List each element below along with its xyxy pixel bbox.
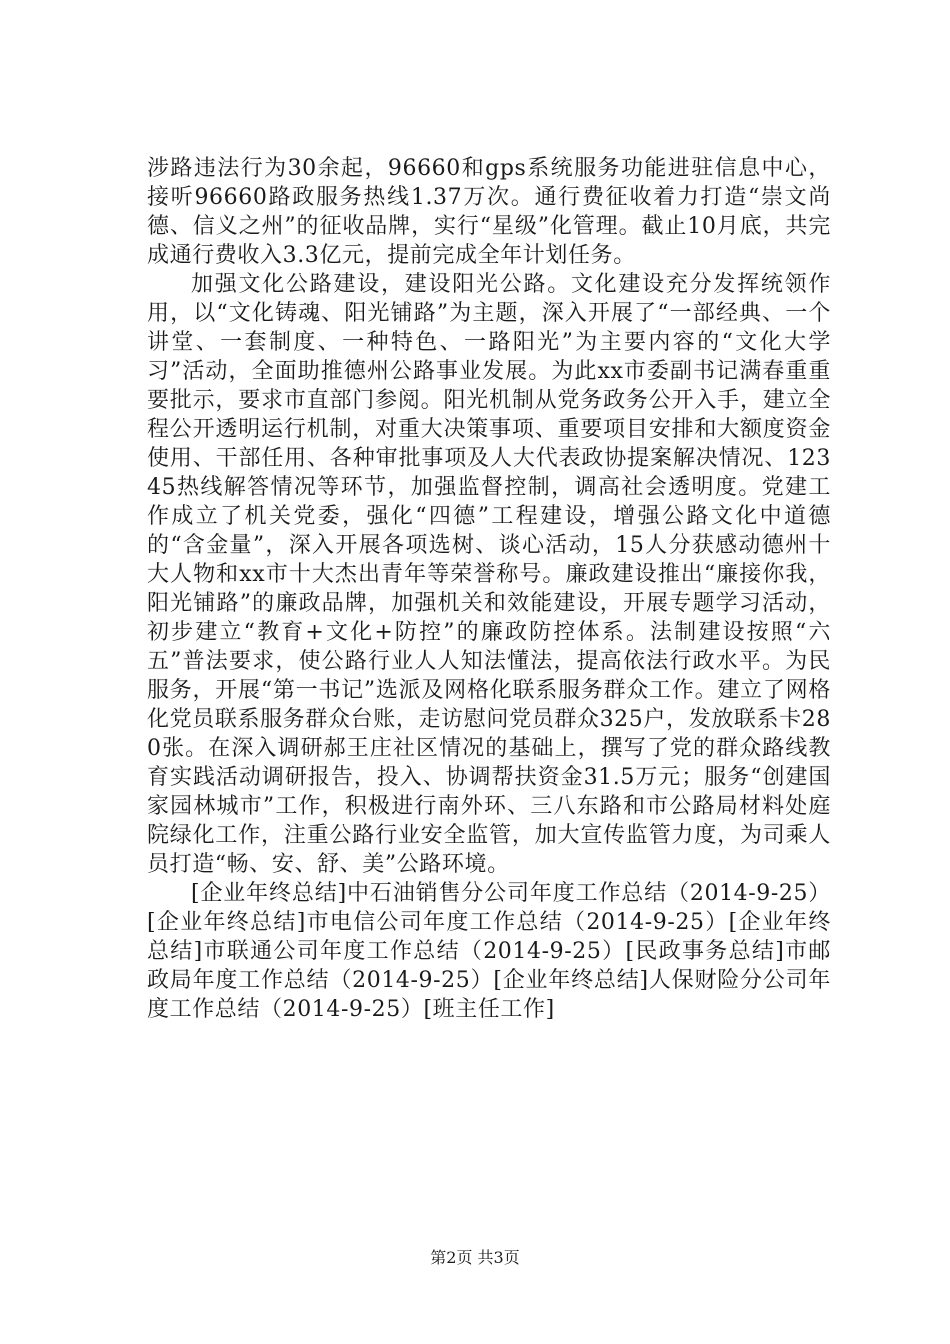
- paragraph-3: [企业年终总结]中石油销售分公司年度工作总结（2014-9-25）[企业年终总结]市电信公司年度工作总结（2014-9-25）[企业年终总结]市联通公司年度工作总结（2014-9-25）[民政事务总结]市邮政局年度工作总结（2014-9-25）[企业年终总结]人保财险分公司年度工作总结（2014-9-25）[班主任工作]: [147, 881, 831, 1022]
- paragraph-1: 涉路违法行为30余起，96660和gps系统服务功能进驻信息中心，接听96660路政服务热线1.37万次。通行费征收着力打造“崇文尚德、信义之州”的征收品牌，实行“星级”化管理。截止10月底，共完成通行费收入3.3亿元，提前完成全年计划任务。: [147, 156, 831, 268]
- page-footer: 第2页 共3页: [430, 1248, 520, 1267]
- document-body: [147, 154, 831, 1024]
- paragraph-2: 加强文化公路建设，建设阳光公路。文化建设充分发挥统领作用，以“文化铸魂、阳光铺路”为主题，深入开展了“一部经典、一个讲堂、一套制度、一种特色、一路阳光”为主要内容的“文化大学习”活动，全面助推德州公路事业发展。为此xx市委副书记满春重重要批示，要求市直部门参阅。阳光机制从党务政务公开入手，建立全程公开透明运行机制，对重大决策事项、重要项目安排和大额度资金使用、干部任用、各种审批事项及人大代表政协提案解决情况、12345热线解答情况等环节，加强监督控制，调高社会透明度。党建工作成立了机关党委，强化“四德”工程建设，增强公路文化中道德的“含金量”，深入开展各项选树、谈心活动，15人分获感动德州十大人物和xx市十大杰出青年等荣誉称号。廉政建设推出“廉接你我，阳光铺路”的廉政品牌，加强机关和效能建设，开展专题学习活动，初步建立“教育+文化+防控”的廉政防控体系。法制建设按照“六五”普法要求，使公路行业人人知法懂法，提高依法行政水平。为民服务，开展“第一书记”选派及网格化联系服务群众工作。建立了网格化党员联系服务群众台账，走访慰问党员群众325户，发放联系卡280张。在深入调研郝王庄社区情况的基础上，撰写了党的群众路线教育实践活动调研报告，投入、协调帮扶资金31.5万元；服务“创建国家园林城市”工作，积极进行南外环、三八东路和市公路局材料处庭院绿化工作，注重公路行业安全监管，加大宣传监管力度，为司乘人员打造“畅、安、舒、美”公路环境。: [147, 272, 831, 877]
